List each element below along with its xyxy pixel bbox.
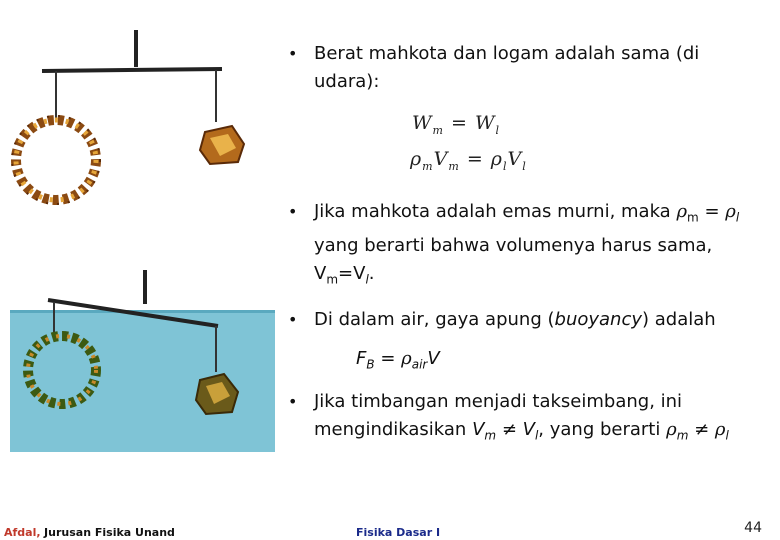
- bullet-2-line1: Jika mahkota adalah emas murni, maka $\rho_m = \rho_l$: [314, 201, 740, 225]
- bullet-2-line2: yang berarti bahwa volumenya harus sama,: [314, 234, 713, 256]
- bullet-1: [288, 40, 768, 96]
- balance-water-illustration: [10, 262, 275, 452]
- bullet-3-line1: Di dalam air, gaya apung (buoyancy) adalah: [314, 309, 716, 330]
- footer-left: [4, 526, 175, 539]
- bullet-1-line1: Berat mahkota dan logam adalah sama (di: [314, 43, 700, 64]
- footer-dept: Jurusan Fisika Unand: [44, 526, 175, 539]
- bullet-dot: •: [288, 202, 298, 221]
- bullet-4-line1: Jika timbangan menjadi takseimbang, ini: [314, 391, 683, 412]
- bullet-1-line2: udara):: [314, 71, 380, 92]
- bullet-4: [288, 388, 768, 450]
- footer-author: Afdal,: [4, 526, 41, 539]
- bullet-dot: •: [288, 392, 298, 411]
- page-number: 44: [744, 520, 762, 536]
- bullet-dot: •: [288, 44, 298, 63]
- footer-course: Fisika Dasar I: [356, 526, 441, 539]
- formula-density-volume: $\rho_mV_m = \rho_lV_l$: [410, 148, 527, 173]
- balance-air-illustration: [0, 22, 280, 207]
- formula-buoyancy: $F_B = \rho_{air}V$: [356, 348, 440, 372]
- bullet-2-line3: $V_m=V_l$.: [314, 262, 375, 287]
- bullet-3: [288, 306, 768, 334]
- bullet-4-line2: mengindikasikan $V_m \ne V_l$, yang berarti $\rho_m \ne \rho_l$: [314, 419, 729, 443]
- bullet-dot: •: [288, 310, 298, 329]
- bullet-2: [288, 198, 768, 293]
- formula-weight-equal: $W_m = W_l$: [412, 112, 501, 137]
